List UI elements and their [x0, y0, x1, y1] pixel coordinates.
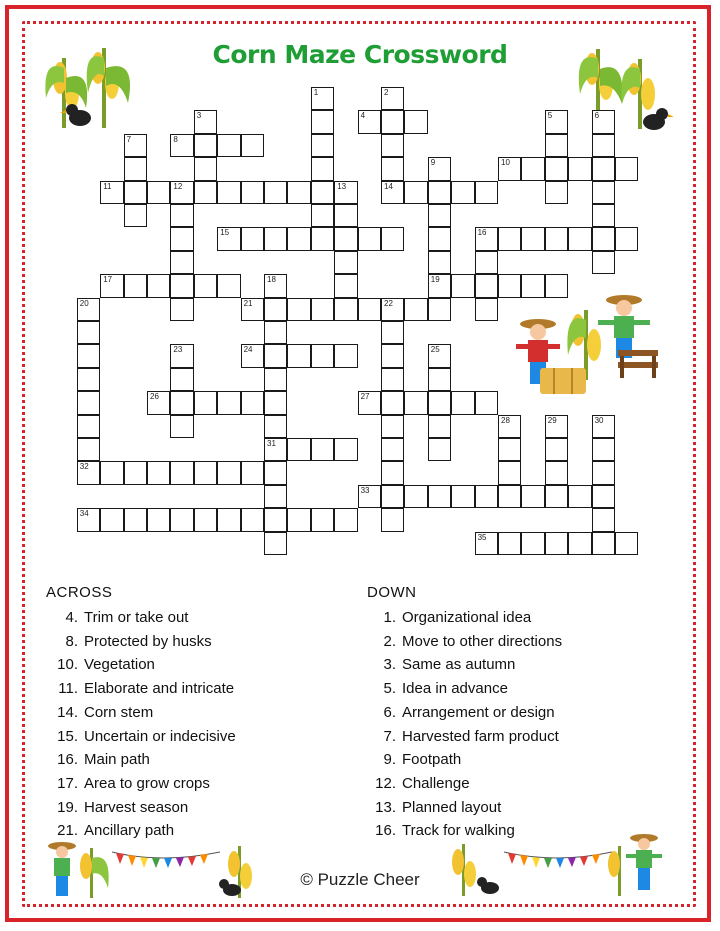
- grid-cell[interactable]: [498, 438, 521, 461]
- grid-cell[interactable]: [545, 438, 568, 461]
- grid-cell[interactable]: [428, 485, 451, 508]
- down-clue: [366, 704, 555, 721]
- clue-number: 21: [243, 298, 253, 308]
- clue-text: Uncertain or indecisive: [84, 727, 236, 745]
- grid-cell[interactable]: [545, 181, 568, 204]
- clue-number: 13: [337, 181, 347, 191]
- grid-cell[interactable]: [334, 298, 357, 321]
- grid-cell[interactable]: [241, 298, 264, 321]
- grid-cell[interactable]: [241, 508, 264, 531]
- clue-text: Move to other directions: [402, 632, 563, 650]
- grid-cell[interactable]: [428, 204, 451, 227]
- clue-text: Elaborate and intricate: [84, 680, 235, 698]
- clue-number: 7.: [383, 727, 396, 745]
- grid-cell[interactable]: [264, 532, 287, 555]
- grid-cell[interactable]: [428, 298, 451, 321]
- grid-cell[interactable]: [592, 485, 615, 508]
- clue-number: 33: [360, 485, 370, 495]
- grid-cell[interactable]: [568, 532, 591, 555]
- grid-cell[interactable]: [404, 391, 427, 414]
- clue-number: 11.: [58, 680, 78, 698]
- clue-number: 16.: [375, 822, 396, 840]
- grid-cell[interactable]: [545, 110, 568, 133]
- grid-cell[interactable]: [264, 344, 287, 367]
- across-clue: [48, 609, 188, 626]
- grid-cell[interactable]: [358, 485, 381, 508]
- down-heading: DOWN: [367, 584, 417, 601]
- clue-number: 7: [126, 134, 132, 144]
- grid-cell[interactable]: [545, 134, 568, 157]
- grid-cell[interactable]: [521, 227, 544, 250]
- grid-cell[interactable]: [498, 461, 521, 484]
- grid-cell[interactable]: [241, 461, 264, 484]
- grid-cell[interactable]: [615, 157, 638, 180]
- grid-cell[interactable]: [358, 391, 381, 414]
- clue-text: Challenge: [402, 774, 470, 792]
- clue-number: 2.: [383, 632, 396, 650]
- grid-cell[interactable]: [381, 391, 404, 414]
- grid-cell[interactable]: [287, 438, 310, 461]
- clue-text: Ancillary path: [84, 822, 175, 840]
- across-heading: ACROSS: [46, 584, 113, 601]
- grid-cell[interactable]: [521, 157, 544, 180]
- grid-cell[interactable]: [170, 415, 193, 438]
- grid-cell[interactable]: [170, 134, 193, 157]
- grid-cell[interactable]: [170, 274, 193, 297]
- grid-cell[interactable]: [381, 438, 404, 461]
- grid-cell[interactable]: [124, 204, 147, 227]
- clue-number: 18: [267, 275, 276, 285]
- grid-cell[interactable]: [311, 87, 334, 110]
- grid-cell[interactable]: [124, 157, 147, 180]
- grid-cell[interactable]: [334, 344, 357, 367]
- grid-cell[interactable]: [498, 532, 521, 555]
- clue-text: Footpath: [402, 751, 462, 769]
- clue-number: 19.: [57, 798, 78, 816]
- grid-cell[interactable]: [381, 344, 404, 367]
- grid-cell[interactable]: [498, 227, 521, 250]
- bunting-flags-icon: [504, 852, 612, 868]
- grid-cell[interactable]: [428, 274, 451, 297]
- grid-cell[interactable]: [217, 274, 240, 297]
- grid-cell[interactable]: [311, 204, 334, 227]
- clue-number: 10: [501, 158, 510, 168]
- grid-cell[interactable]: [170, 204, 193, 227]
- clue-number: 26: [150, 392, 159, 402]
- clue-number: 10.: [57, 656, 78, 674]
- clue-number: 13.: [375, 798, 396, 816]
- grid-cell[interactable]: [428, 438, 451, 461]
- clue-number: 6.: [383, 703, 396, 721]
- down-clue: [366, 656, 515, 673]
- grid-cell[interactable]: [287, 508, 310, 531]
- grid-cell[interactable]: [264, 181, 287, 204]
- grid-cell[interactable]: [124, 134, 147, 157]
- grid-cell[interactable]: [194, 391, 217, 414]
- grid-cell[interactable]: [77, 344, 100, 367]
- grid-cell[interactable]: [545, 227, 568, 250]
- grid-cell[interactable]: [358, 227, 381, 250]
- grid-cell[interactable]: [311, 181, 334, 204]
- grid-cell[interactable]: [264, 438, 287, 461]
- clue-text: Same as autumn: [402, 656, 516, 674]
- clue-number: 17: [103, 275, 113, 285]
- grid-cell[interactable]: [147, 391, 170, 414]
- grid-cell[interactable]: [428, 415, 451, 438]
- grid-cell[interactable]: [451, 485, 474, 508]
- grid-cell[interactable]: [264, 461, 287, 484]
- clue-number: 5.: [383, 680, 396, 698]
- grid-cell[interactable]: [100, 508, 123, 531]
- clue-number: 8: [173, 134, 178, 144]
- grid-cell[interactable]: [568, 227, 591, 250]
- clue-text: Main path: [84, 751, 150, 769]
- grid-cell[interactable]: [170, 251, 193, 274]
- grid-cell[interactable]: [241, 181, 264, 204]
- grid-cell[interactable]: [451, 274, 474, 297]
- grid-cell[interactable]: [241, 391, 264, 414]
- across-clue: [48, 656, 155, 673]
- grid-cell[interactable]: [170, 181, 193, 204]
- grid-cell[interactable]: [77, 321, 100, 344]
- clue-number: 16: [477, 228, 487, 238]
- grid-cell[interactable]: [194, 134, 217, 157]
- grid-cell[interactable]: [77, 298, 100, 321]
- grid-cell[interactable]: [381, 181, 404, 204]
- grid-cell[interactable]: [592, 438, 615, 461]
- clue-number: 24: [243, 345, 253, 355]
- grid-cell[interactable]: [194, 110, 217, 133]
- grid-cell[interactable]: [194, 508, 217, 531]
- grid-cell[interactable]: [592, 181, 615, 204]
- clue-number: 34: [79, 509, 89, 519]
- clue-number: 9: [430, 158, 436, 168]
- page-title: Corn Maze Crossword: [212, 40, 508, 69]
- grid-cell[interactable]: [381, 485, 404, 508]
- clue-number: 15.: [57, 727, 78, 745]
- grid-cell[interactable]: [404, 181, 427, 204]
- grid-cell[interactable]: [451, 181, 474, 204]
- clue-text: Planned layout: [402, 798, 502, 816]
- grid-cell[interactable]: [124, 274, 147, 297]
- clue-text: Harvest season: [84, 798, 189, 816]
- grid-cell[interactable]: [77, 461, 100, 484]
- grid-cell[interactable]: [77, 415, 100, 438]
- grid-cell[interactable]: [217, 181, 240, 204]
- across-clue: [48, 704, 153, 721]
- grid-cell[interactable]: [147, 274, 170, 297]
- grid-cell[interactable]: [311, 298, 334, 321]
- grid-cell[interactable]: [217, 227, 240, 250]
- grid-cell[interactable]: [287, 227, 310, 250]
- clue-text: Protected by husks: [84, 632, 212, 650]
- grid-cell[interactable]: [592, 415, 615, 438]
- clue-number: 14: [384, 181, 393, 191]
- grid-cell[interactable]: [545, 532, 568, 555]
- grid-cell[interactable]: [77, 438, 100, 461]
- grid-cell[interactable]: [194, 274, 217, 297]
- grid-cell[interactable]: [381, 368, 404, 391]
- clue-text: Area to grow crops: [84, 774, 210, 792]
- across-clue: [48, 728, 236, 745]
- grid-cell[interactable]: [592, 204, 615, 227]
- grid-cell[interactable]: [498, 485, 521, 508]
- grid-cell[interactable]: [217, 134, 240, 157]
- clue-number: 32: [79, 462, 89, 472]
- clue-number: 3: [196, 111, 202, 121]
- clue-number: 3.: [383, 656, 396, 674]
- across-clue: [48, 822, 174, 839]
- grid-cell[interactable]: [77, 508, 100, 531]
- grid-cell[interactable]: [170, 344, 193, 367]
- grid-cell[interactable]: [287, 298, 310, 321]
- grid-cell[interactable]: [241, 344, 264, 367]
- grid-cell[interactable]: [264, 391, 287, 414]
- corn-bunting-scarecrow-illustration-bottom-right: [448, 830, 680, 902]
- grid-cell[interactable]: [287, 344, 310, 367]
- clue-text: Idea in advance: [402, 680, 508, 698]
- grid-cell[interactable]: [334, 438, 357, 461]
- grid-cell[interactable]: [545, 274, 568, 297]
- clue-text: Trim or take out: [84, 609, 189, 626]
- grid-cell[interactable]: [428, 251, 451, 274]
- grid-cell[interactable]: [404, 485, 427, 508]
- grid-cell[interactable]: [381, 134, 404, 157]
- grid-cell[interactable]: [170, 391, 193, 414]
- grid-cell[interactable]: [475, 485, 498, 508]
- grid-cell[interactable]: [498, 157, 521, 180]
- clue-number: 25: [430, 345, 440, 355]
- grid-cell[interactable]: [428, 181, 451, 204]
- grid-cell[interactable]: [311, 134, 334, 157]
- clue-text: Arrangement or design: [402, 703, 555, 721]
- grid-cell[interactable]: [381, 298, 404, 321]
- grid-cell[interactable]: [217, 391, 240, 414]
- clue-number: 22: [384, 298, 393, 308]
- clue-number: 2: [384, 88, 389, 97]
- clue-number: 1: [313, 88, 319, 97]
- grid-cell[interactable]: [428, 344, 451, 367]
- grid-cell[interactable]: [100, 274, 123, 297]
- clue-number: 28: [501, 415, 510, 425]
- grid-cell[interactable]: [311, 508, 334, 531]
- grid-cell[interactable]: [498, 415, 521, 438]
- clue-number: 5: [547, 111, 553, 121]
- grid-cell[interactable]: [194, 461, 217, 484]
- grid-cell[interactable]: [498, 274, 521, 297]
- grid-cell[interactable]: [264, 321, 287, 344]
- clue-number: 27: [360, 392, 370, 402]
- across-clue: [48, 680, 234, 697]
- grid-cell[interactable]: [147, 508, 170, 531]
- grid-cell[interactable]: [217, 508, 240, 531]
- down-clue: [366, 609, 531, 626]
- grid-cell[interactable]: [475, 274, 498, 297]
- grid-cell[interactable]: [124, 181, 147, 204]
- clue-number: 21.: [57, 822, 78, 840]
- clue-number: 16.: [57, 751, 78, 769]
- down-clue: [366, 728, 559, 745]
- down-clue: [366, 799, 501, 816]
- across-clue: [48, 799, 188, 816]
- grid-cell[interactable]: [194, 181, 217, 204]
- grid-cell[interactable]: [592, 110, 615, 133]
- down-clue: [366, 751, 461, 768]
- grid-cell[interactable]: [475, 251, 498, 274]
- clue-number: 35: [477, 532, 487, 542]
- grid-cell[interactable]: [311, 438, 334, 461]
- across-clue: [48, 633, 212, 650]
- grid-cell[interactable]: [428, 157, 451, 180]
- grid-cell[interactable]: [170, 368, 193, 391]
- grid-cell[interactable]: [311, 110, 334, 133]
- clue-number: 12: [173, 181, 183, 191]
- grid-cell[interactable]: [428, 227, 451, 250]
- grid-cell[interactable]: [428, 368, 451, 391]
- clue-text: Corn stem: [84, 703, 154, 721]
- grid-cell[interactable]: [241, 227, 264, 250]
- clue-number: 31: [267, 439, 276, 448]
- grid-cell[interactable]: [381, 110, 404, 133]
- grid-cell[interactable]: [615, 227, 638, 250]
- clue-number: 30: [594, 415, 604, 425]
- grid-cell[interactable]: [264, 485, 287, 508]
- clue-number: 17.: [57, 774, 78, 792]
- grid-cell[interactable]: [170, 461, 193, 484]
- grid-cell[interactable]: [404, 298, 427, 321]
- bunting-flags-icon: [112, 852, 220, 868]
- clue-number: 4.: [65, 609, 78, 626]
- grid-cell[interactable]: [592, 227, 615, 250]
- grid-cell[interactable]: [264, 508, 287, 531]
- grid-cell[interactable]: [170, 227, 193, 250]
- grid-cell[interactable]: [147, 181, 170, 204]
- grid-cell[interactable]: [194, 157, 217, 180]
- grid-cell[interactable]: [475, 391, 498, 414]
- grid-cell[interactable]: [124, 461, 147, 484]
- grid-cell[interactable]: [475, 227, 498, 250]
- grid-cell[interactable]: [264, 415, 287, 438]
- grid-cell[interactable]: [264, 368, 287, 391]
- grid-cell[interactable]: [381, 321, 404, 344]
- grid-cell[interactable]: [475, 298, 498, 321]
- clue-number: 12.: [375, 774, 396, 792]
- grid-cell[interactable]: [334, 181, 357, 204]
- grid-cell[interactable]: [311, 227, 334, 250]
- grid-cell[interactable]: [124, 508, 147, 531]
- grid-cell[interactable]: [77, 391, 100, 414]
- grid-cell[interactable]: [592, 508, 615, 531]
- grid-cell[interactable]: [311, 344, 334, 367]
- clue-text: Organizational idea: [402, 609, 532, 626]
- grid-cell[interactable]: [475, 532, 498, 555]
- down-clue: [366, 775, 470, 792]
- grid-cell[interactable]: [381, 461, 404, 484]
- grid-cell[interactable]: [521, 532, 544, 555]
- grid-cell[interactable]: [264, 274, 287, 297]
- grid-cell[interactable]: [334, 251, 357, 274]
- clue-number: 1.: [383, 609, 396, 626]
- grid-cell[interactable]: [381, 415, 404, 438]
- grid-cell[interactable]: [100, 181, 123, 204]
- grid-cell[interactable]: [545, 415, 568, 438]
- grid-cell[interactable]: [358, 298, 381, 321]
- clue-number: 20: [79, 298, 89, 308]
- clue-number: 6: [594, 111, 600, 121]
- clue-text: Vegetation: [84, 656, 155, 674]
- grid-cell[interactable]: [287, 181, 310, 204]
- clue-number: 4: [360, 111, 366, 121]
- clue-text: Harvested farm product: [402, 727, 559, 745]
- clue-number: 11: [103, 181, 112, 191]
- grid-cell[interactable]: [521, 274, 544, 297]
- clue-number: 15: [220, 228, 230, 238]
- grid-cell[interactable]: [170, 298, 193, 321]
- grid-cell[interactable]: [568, 485, 591, 508]
- clue-number: 23: [173, 345, 183, 355]
- grid-cell[interactable]: [334, 508, 357, 531]
- across-clue: [48, 751, 150, 768]
- grid-cell[interactable]: [381, 508, 404, 531]
- down-clue: [366, 633, 562, 650]
- grid-cell[interactable]: [592, 134, 615, 157]
- grid-cell[interactable]: [545, 461, 568, 484]
- grid-cell[interactable]: [147, 461, 170, 484]
- clue-number: 8.: [65, 632, 78, 650]
- grid-cell[interactable]: [475, 181, 498, 204]
- grid-cell[interactable]: [217, 461, 240, 484]
- grid-cell[interactable]: [404, 110, 427, 133]
- clue-number: 9.: [383, 751, 396, 769]
- grid-cell[interactable]: [592, 461, 615, 484]
- grid-cell[interactable]: [100, 461, 123, 484]
- grid-cell[interactable]: [264, 298, 287, 321]
- clue-number: 29: [547, 415, 557, 425]
- grid-cell[interactable]: [592, 157, 615, 180]
- grid-cell[interactable]: [568, 157, 591, 180]
- copyright-text: © Puzzle Cheer: [300, 870, 420, 889]
- grid-cell[interactable]: [77, 368, 100, 391]
- clue-number: 14.: [57, 703, 78, 721]
- grid-cell[interactable]: [241, 134, 264, 157]
- grid-cell[interactable]: [311, 157, 334, 180]
- grid-cell[interactable]: [592, 251, 615, 274]
- grid-cell[interactable]: [428, 391, 451, 414]
- grid-cell[interactable]: [334, 204, 357, 227]
- grid-cell[interactable]: [334, 227, 357, 250]
- across-clue: [48, 775, 210, 792]
- clue-number: 19: [430, 275, 440, 285]
- down-clue: [366, 822, 515, 839]
- grid-cell[interactable]: [615, 532, 638, 555]
- grid-cell[interactable]: [521, 485, 544, 508]
- grid-cell[interactable]: [381, 227, 404, 250]
- grid-cell[interactable]: [170, 508, 193, 531]
- grid-cell[interactable]: [592, 532, 615, 555]
- grid-cell[interactable]: [264, 227, 287, 250]
- grid-cell[interactable]: [381, 87, 404, 110]
- grid-cell[interactable]: [381, 157, 404, 180]
- grid-cell[interactable]: [545, 157, 568, 180]
- clue-text: Track for walking: [402, 822, 515, 840]
- down-clue: [366, 680, 508, 697]
- grid-cell[interactable]: [334, 274, 357, 297]
- grid-cell[interactable]: [358, 110, 381, 133]
- grid-cell[interactable]: [451, 391, 474, 414]
- grid-cell[interactable]: [545, 485, 568, 508]
